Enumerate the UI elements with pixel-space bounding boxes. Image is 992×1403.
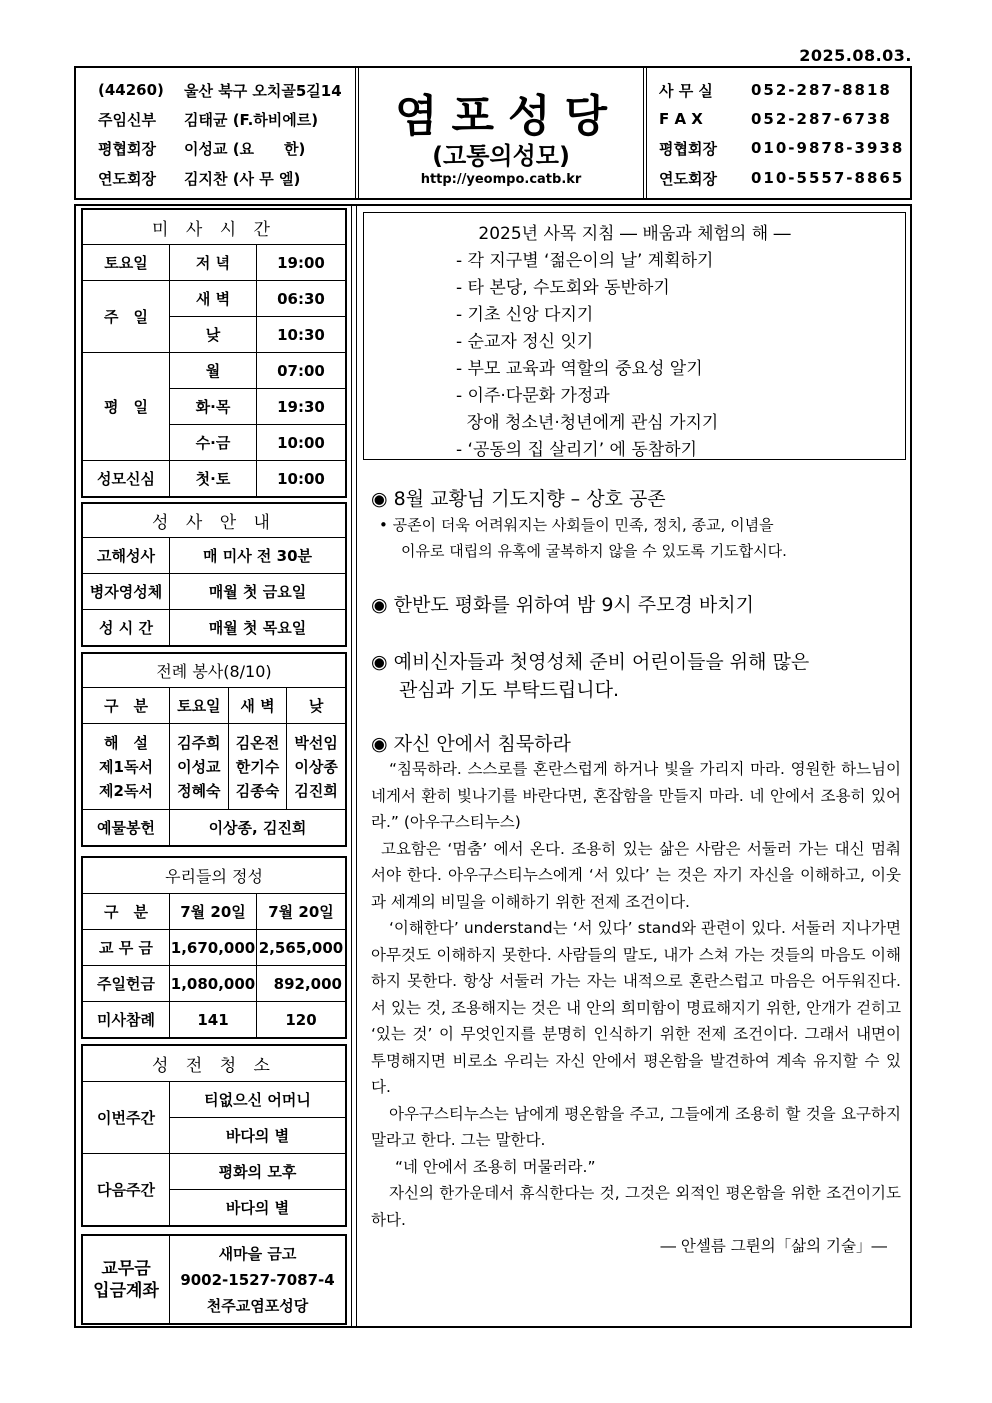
notice-silence-title: ◉ 자신 안에서 침묵하라 (371, 733, 571, 755)
article-paragraph: 자신의 한가운데서 휴식한다는 것, 그것은 외적인 평온함을 위한 조건이기도 하다. (371, 1184, 901, 1229)
notice-catechumen-title: ◉ 예비신자들과 첫영성체 준비 어린이들을 위해 많은 (371, 651, 810, 673)
left-column (76, 206, 352, 1326)
notice-prayer-intention-body: 이유로 대립의 유혹에 굴복하지 않을 수 있도록 기도합시다. (401, 542, 787, 560)
silence-article (371, 756, 901, 1260)
article-paragraph: 고요함은 ‘멈춤’ 에서 온다. 조용히 있는 삶은 사람은 서둘러 가는 대신 멈춰 서야 한다. 아우구스티누스에게 ‘서 있다’ 는 것은 자기 자신을 이해하고, 이웃과 세계의 비밀을 이해하기 위한 전제 조건이다. (371, 839, 901, 911)
article-paragraph: 아우구스티누스는 남에게 평온함을 주고, 그들에게 조용히 할 것을 요구하지 말라고 한다. 그는 말한다. (371, 1104, 901, 1149)
goal-item: - 이주·다문화 가정과 (456, 386, 610, 406)
council-phone-row: 평협회장 010-9878-3938 (659, 139, 905, 158)
pastoral-goals-title: 2025년 사목 지침 ― 배움과 체험의 해 ― (478, 224, 791, 244)
cleaning-title: 성 전 청 소 (83, 1046, 346, 1082)
yeondo-president-row: 연도회장 김지찬 (사 무 엘) (98, 169, 301, 188)
goal-item: - 순교자 정신 잇기 (456, 332, 594, 352)
church-title-block (358, 68, 644, 198)
pastoral-goals (363, 212, 906, 460)
goal-item: - 타 본당, 수도회와 동반하기 (456, 278, 670, 298)
mass-schedule: 미 사 시 간 토요일 저 녁 19:00 주 일 새 벽 06:30 낮 10:30 평 일 월 07:00 화·목 19:30 수·금 10:00 성모신심 첫·토 10:00 (81, 208, 347, 498)
goal-item: - 각 지구별 ‘젊은이의 날’ 계획하기 (456, 251, 714, 271)
donation-summary: 우리들의 정성 구 분 7월 20일 7월 20일 교 무 금 1,670,000 2,565,000 주일헌금 1,080,000 892,000 미사참례 141 120 (81, 856, 347, 1039)
contact-info (646, 68, 910, 198)
mass-schedule-title: 미 사 시 간 (83, 210, 346, 245)
church-url[interactable]: http://yeompo.catb.kr (420, 172, 582, 187)
article-paragraph: “네 안에서 조용히 머물러라.” (395, 1157, 596, 1176)
notice-prayer-intention-body: • 공존이 더욱 어려워지는 사회들이 민족, 정치, 종교, 이념을 (379, 516, 774, 534)
address-row: (44260) 울산 북구 오치골5길14 (98, 81, 342, 100)
church-cleaning: 성 전 청 소 이번주간 티없으신 어머니 바다의 별 다음주간 평화의 모후 바다의 별 (81, 1044, 347, 1227)
sacrament-title: 성 사 안 내 (83, 504, 346, 538)
donation-title: 우리들의 정성 (83, 858, 346, 894)
liturgy-title: 전례 봉사(8/10) (83, 654, 346, 688)
notice-prayer-intention-title: ◉ 8월 교황님 기도지향 – 상호 공존 (371, 488, 666, 510)
council-president-row: 평협회장 이성교 (요 한) (98, 139, 306, 158)
goal-item: - 부모 교육과 역할의 중요성 알기 (456, 359, 703, 379)
header (74, 66, 912, 200)
bulletin-date: 2025.08.03. (799, 46, 912, 65)
office-phone-row: 사 무 실 052-287-8818 (659, 81, 892, 100)
church-info (76, 68, 356, 198)
main-body (74, 204, 912, 1328)
right-column (356, 206, 910, 1326)
goal-item: - ‘공동의 집 살리기’ 에 동참하기 (456, 440, 698, 460)
yeondo-phone-row: 연도회장 010-5557-8865 (659, 169, 905, 188)
article-paragraph: “침묵하라. 스스로를 혼란스럽게 하거나 빛을 가리지 마라. 영원한 하느님이 네게서 환히 빛나기를 바란다면, 혼잡함을 만들지 마라. 네 안에서 조용히 있어라.” (아우구스티누스) (371, 760, 901, 831)
goal-item: 장애 청소년·청년에게 관심 가지기 (456, 413, 719, 433)
church-title: 염포성당 (394, 91, 621, 142)
deposit-account: 교무금 입금계좌 새마을 금고 9002-1527-7087-4 천주교염포성당 (81, 1234, 347, 1325)
fax-row: F A X 052-287-6738 (659, 110, 892, 128)
goal-item: - 기초 신앙 다지기 (456, 305, 594, 325)
liturgy-service: 전례 봉사(8/10) 구 분 토요일 새 벽 낮 해 설 제1독서 제2독서 김주희 이성교 정혜숙 김온전 한기수 김종숙 박선임 이상종 김진희 예물봉헌 이상종, 김진희 (81, 652, 347, 847)
article-paragraph: ‘이해한다’ understand는 ‘서 있다’ stand와 관련이 있다. 서둘러 지나가면 아무것도 이해하지 못한다. 사람들의 말도, 내가 스쳐 가는 것들의 마음도 이해하지 못한다. 항상 서둘러 가는 자는 내적으로 혼란스럽고 마음은 어두워진다. 서 있는 것, 조용해지는 것은 내 안의 희미함이 명료해지기 위한, 안개가 걷히고 ‘있는 것’ 이 무엇인지를 분명히 인식하기 위한 전제 조건이다. 그래서 내면이 투명해지면 비로소 우리는 자신 안에서 평온함을 발견하여 계속 유지할 수 있다. (371, 919, 901, 1096)
pastor-row: 주임신부 김태균 (F.하비에르) (98, 110, 319, 129)
notice-peace-title: ◉ 한반도 평화를 위하여 밤 9시 주모경 바치기 (371, 594, 754, 616)
church-subtitle: (고통의성모) (432, 142, 570, 170)
article-source: ― 안셀름 그륀의「삶의 기술」― (660, 1237, 887, 1255)
notice-catechumen-title: 관심과 기도 부탁드립니다. (399, 679, 620, 701)
sacrament-info: 성 사 안 내 고해성사 매 미사 전 30분 병자영성체 매월 첫 금요일 성 시 간 매월 첫 목요일 (81, 502, 347, 647)
